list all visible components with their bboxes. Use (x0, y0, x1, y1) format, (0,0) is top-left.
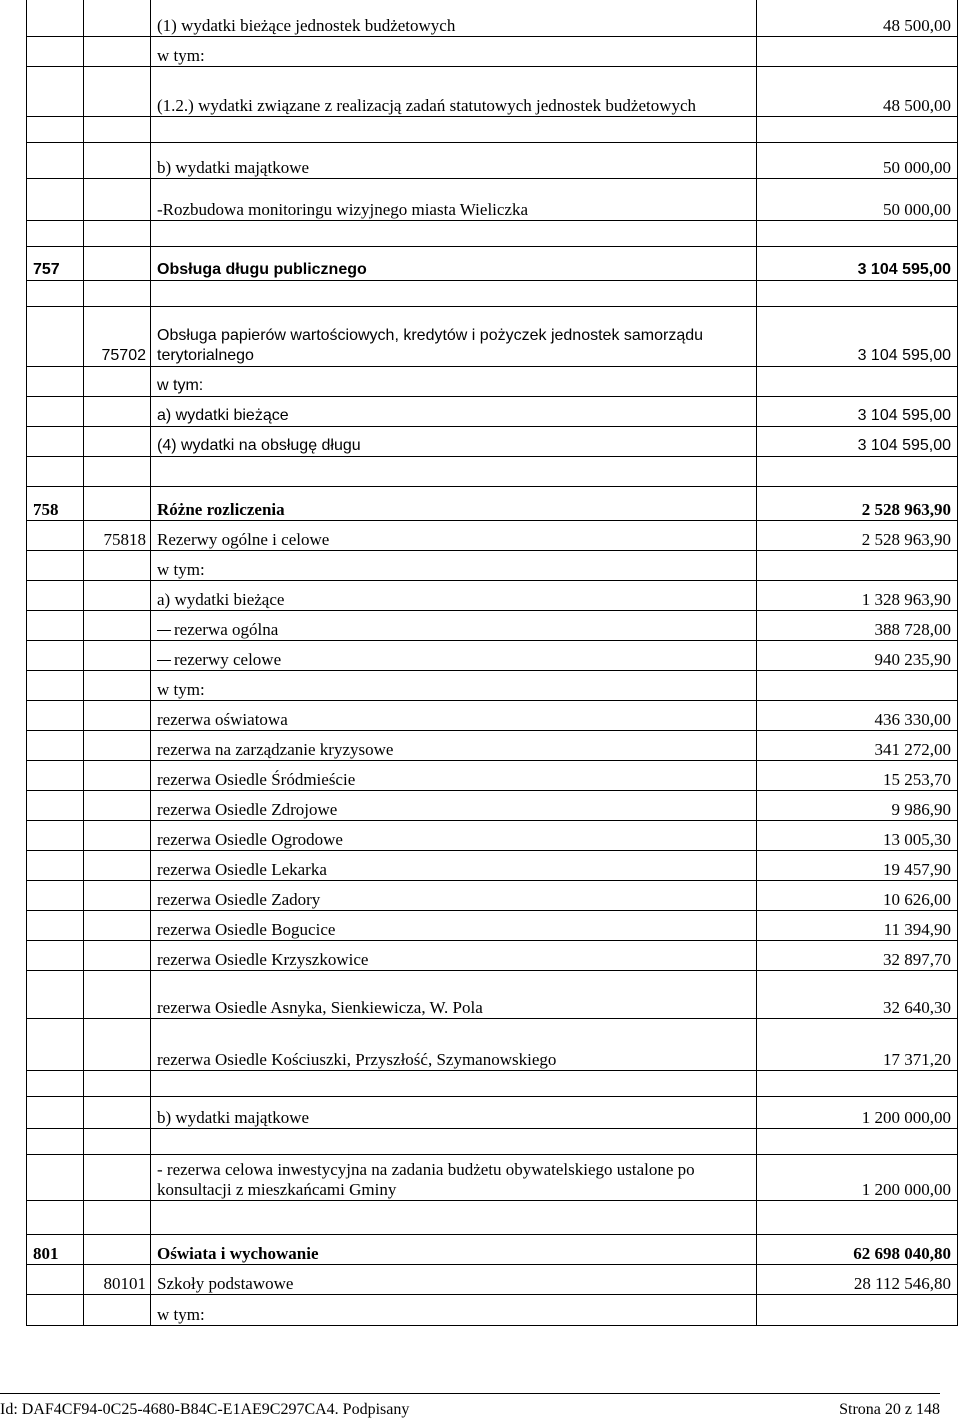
description-cell (151, 910, 757, 940)
description-text: a) wydatki bieżące (157, 589, 285, 609)
section-code-cell (27, 880, 84, 910)
amount-text: 1 328 963,90 (861, 589, 951, 609)
amount-cell (757, 850, 958, 880)
table-row (27, 0, 958, 36)
description-cell (151, 366, 757, 396)
section-code-cell (27, 396, 84, 426)
amount-cell (757, 670, 958, 700)
section-code-cell (27, 580, 84, 610)
section-code-cell (27, 610, 84, 640)
amount-text: 19 457,90 (883, 859, 951, 879)
section-code-cell (27, 486, 84, 520)
description-text: rezerwa oświatowa (157, 709, 288, 729)
description-text: rezerwa Osiedle Bogucice (157, 919, 336, 939)
amount-cell (757, 1264, 958, 1294)
amount-text: 48 500,00 (883, 15, 951, 35)
table-row (27, 1154, 958, 1200)
chapter-code-cell (84, 940, 151, 970)
description-cell (151, 970, 757, 1018)
chapter-code-cell (84, 550, 151, 580)
description-text: Obsługa długu publicznego (157, 260, 367, 278)
amount-text: 3 104 595,00 (857, 346, 951, 364)
chapter-code-cell (84, 1128, 151, 1154)
budget-table (26, 0, 958, 1326)
chapter-code-cell (84, 1154, 151, 1200)
table-row (27, 970, 958, 1018)
description-text: (1) wydatki bieżące jednostek budżetowych (157, 15, 456, 35)
section-code-cell (27, 730, 84, 760)
section-code-cell (27, 970, 84, 1018)
amount-cell (757, 396, 958, 426)
table-row (27, 306, 958, 366)
description-text: Różne rozliczenia (157, 499, 285, 519)
amount-text: 50 000,00 (883, 199, 951, 219)
chapter-code-text: 75702 (101, 346, 146, 364)
chapter-code-cell (84, 66, 151, 116)
amount-text: 32 897,70 (883, 949, 951, 969)
amount-cell (757, 760, 958, 790)
description-cell (151, 610, 757, 640)
chapter-code-cell (84, 670, 151, 700)
chapter-code-cell (84, 700, 151, 730)
amount-cell (757, 1070, 958, 1096)
section-code-cell (27, 1200, 84, 1234)
description-text: Rezerwy ogólne i celowe (157, 529, 330, 549)
table-row (27, 366, 958, 396)
chapter-code-cell (84, 1018, 151, 1070)
description-text: rezerwa na zarządzanie kryzysowe (157, 739, 394, 759)
amount-text: 28 112 546,80 (853, 1273, 951, 1293)
amount-cell (757, 36, 958, 66)
chapter-code-cell (84, 1294, 151, 1325)
amount-cell (757, 610, 958, 640)
table-row (27, 520, 958, 550)
description-cell (151, 520, 757, 550)
chapter-code-cell (84, 178, 151, 220)
chapter-code-cell (84, 220, 151, 246)
amount-cell (757, 1018, 958, 1070)
description-cell (151, 66, 757, 116)
chapter-code-cell (84, 1264, 151, 1294)
budget-table-body (27, 0, 958, 1325)
amount-cell (757, 790, 958, 820)
table-row (27, 116, 958, 142)
amount-text: 50 000,00 (883, 157, 951, 177)
chapter-code-cell (84, 486, 151, 520)
chapter-code-cell (84, 880, 151, 910)
description-text: w tym: (157, 1304, 205, 1324)
section-code-cell (27, 36, 84, 66)
chapter-code-cell (84, 760, 151, 790)
amount-cell (757, 1128, 958, 1154)
description-text: rezerwa Osiedle Zdrojowe (157, 799, 338, 819)
amount-text: 3 104 595,00 (857, 436, 951, 454)
description-cell (151, 730, 757, 760)
chapter-code-cell (84, 456, 151, 486)
amount-cell (757, 456, 958, 486)
description-text: rezerwa Osiedle Zadory (157, 889, 321, 909)
description-text: -Rozbudowa monitoringu wizyjnego miasta Wieliczka (157, 199, 529, 219)
description-cell (151, 142, 757, 178)
table-row (27, 426, 958, 456)
description-cell (151, 486, 757, 520)
amount-text: 15 253,70 (883, 769, 951, 789)
description-cell (151, 850, 757, 880)
amount-cell (757, 486, 958, 520)
description-text: - rezerwa celowa inwestycyjna na zadania budżetu obywatelskiego ustalone po konsultacji z mieszkańcami Gminy (157, 1159, 695, 1199)
chapter-code-cell (84, 850, 151, 880)
table-row (27, 940, 958, 970)
amount-text: 48 500,00 (883, 95, 951, 115)
section-code-cell (27, 1294, 84, 1325)
section-code-cell (27, 790, 84, 820)
table-row (27, 280, 958, 306)
amount-text: 9 986,90 (891, 799, 951, 819)
dash-bullet (157, 630, 171, 631)
budget-table-container (26, 0, 958, 1326)
chapter-code-cell (84, 640, 151, 670)
description-cell (151, 580, 757, 610)
chapter-code-cell (84, 280, 151, 306)
description-text: (4) wydatki na obsługę długu (157, 436, 361, 454)
description-cell (151, 820, 757, 850)
table-row (27, 910, 958, 940)
chapter-code-cell (84, 306, 151, 366)
description-text: rezerwa Osiedle Lekarka (157, 859, 327, 879)
description-cell (151, 178, 757, 220)
page-number: Strona 20 z 148 (839, 1401, 940, 1418)
description-cell (151, 1264, 757, 1294)
chapter-code-cell (84, 970, 151, 1018)
amount-cell (757, 426, 958, 456)
table-row (27, 1294, 958, 1325)
chapter-code-text: 80101 (103, 1273, 146, 1293)
amount-text: 17 371,20 (883, 1049, 951, 1069)
chapter-code-cell (84, 580, 151, 610)
amount-cell (757, 1200, 958, 1234)
table-row (27, 1200, 958, 1234)
chapter-code-cell (84, 730, 151, 760)
amount-cell (757, 1234, 958, 1264)
description-text: b) wydatki majątkowe (157, 157, 310, 177)
amount-cell (757, 520, 958, 550)
footer-rule (0, 1393, 940, 1394)
description-cell (151, 1128, 757, 1154)
amount-text: 10 626,00 (883, 889, 951, 909)
table-row (27, 1234, 958, 1264)
amount-text: 2 528 963,90 (861, 499, 951, 519)
description-cell (151, 940, 757, 970)
section-code-cell (27, 1128, 84, 1154)
table-row (27, 790, 958, 820)
description-text: a) wydatki bieżące (157, 406, 289, 424)
table-row (27, 550, 958, 580)
description-text: rezerwa Osiedle Ogrodowe (157, 829, 343, 849)
description-text: rezerwa Osiedle Asnyka, Sienkiewicza, W. Pola (157, 997, 483, 1017)
amount-text: 940 235,90 (874, 649, 951, 669)
chapter-code-cell (84, 1070, 151, 1096)
amount-cell (757, 1096, 958, 1128)
chapter-code-cell (84, 1096, 151, 1128)
section-code-cell (27, 820, 84, 850)
section-code-cell (27, 456, 84, 486)
section-code-cell (27, 550, 84, 580)
chapter-code-cell (84, 520, 151, 550)
document-id: Id: DAF4CF94-0C25-4680-B84C-E1AE9C297CA4. Podpisany (0, 1401, 410, 1418)
description-cell (151, 1154, 757, 1200)
amount-text: 1 200 000,00 (861, 1179, 951, 1199)
description-cell (151, 1070, 757, 1096)
section-code-cell (27, 1234, 84, 1264)
table-row (27, 1128, 958, 1154)
description-text: rezerwa Osiedle Śródmieście (157, 769, 356, 789)
section-code-cell (27, 426, 84, 456)
chapter-code-cell (84, 396, 151, 426)
amount-cell (757, 280, 958, 306)
amount-cell (757, 1294, 958, 1325)
section-code-cell (27, 760, 84, 790)
amount-text: 2 528 963,90 (861, 529, 951, 549)
table-row (27, 700, 958, 730)
description-cell (151, 550, 757, 580)
description-cell (151, 426, 757, 456)
table-row (27, 142, 958, 178)
description-cell (151, 116, 757, 142)
table-row (27, 1070, 958, 1096)
table-row (27, 760, 958, 790)
chapter-code-cell (84, 366, 151, 396)
section-code-cell (27, 670, 84, 700)
chapter-code-cell (84, 116, 151, 142)
amount-text: 3 104 595,00 (857, 406, 951, 424)
description-cell (151, 456, 757, 486)
amount-cell (757, 820, 958, 850)
amount-cell (757, 970, 958, 1018)
description-cell (151, 220, 757, 246)
description-text: Oświata i wychowanie (157, 1243, 319, 1263)
description-text: rezerwa ogólna (174, 619, 279, 639)
table-row (27, 36, 958, 66)
section-code-cell (27, 700, 84, 730)
amount-cell (757, 0, 958, 36)
chapter-code-cell (84, 36, 151, 66)
amount-cell (757, 640, 958, 670)
table-row (27, 66, 958, 116)
amount-cell (757, 910, 958, 940)
chapter-code-cell (84, 426, 151, 456)
section-code-cell (27, 220, 84, 246)
amount-text: 1 200 000,00 (861, 1107, 951, 1127)
amount-cell (757, 306, 958, 366)
amount-cell (757, 178, 958, 220)
description-cell (151, 1294, 757, 1325)
amount-cell (757, 246, 958, 280)
chapter-code-cell (84, 790, 151, 820)
section-code-cell (27, 366, 84, 396)
description-cell (151, 640, 757, 670)
amount-cell (757, 580, 958, 610)
amount-cell (757, 142, 958, 178)
table-row (27, 456, 958, 486)
table-row (27, 640, 958, 670)
page-footer (0, 1393, 940, 1421)
section-code-cell (27, 178, 84, 220)
section-code-cell (27, 246, 84, 280)
description-text: rezerwy celowe (174, 649, 282, 669)
description-cell (151, 670, 757, 700)
amount-text: 11 394,90 (883, 919, 951, 939)
section-code-cell (27, 1264, 84, 1294)
description-text: w tym: (157, 679, 205, 699)
description-text: (1.2.) wydatki związane z realizacją zadań statutowych jednostek budżetowych (157, 95, 697, 115)
section-code-cell (27, 850, 84, 880)
amount-cell (757, 1154, 958, 1200)
description-cell (151, 1096, 757, 1128)
section-code-text: 758 (33, 499, 59, 519)
section-code-cell (27, 1070, 84, 1096)
description-text: w tym: (157, 559, 205, 579)
section-code-cell (27, 0, 84, 36)
description-cell (151, 700, 757, 730)
description-cell (151, 790, 757, 820)
amount-cell (757, 116, 958, 142)
description-cell (151, 0, 757, 36)
table-row (27, 486, 958, 520)
amount-cell (757, 66, 958, 116)
chapter-code-cell (84, 246, 151, 280)
table-row (27, 396, 958, 426)
description-text: Szkoły podstawowe (157, 1273, 294, 1293)
description-cell (151, 280, 757, 306)
amount-cell (757, 700, 958, 730)
section-code-cell (27, 116, 84, 142)
table-row (27, 610, 958, 640)
amount-cell (757, 220, 958, 246)
section-code-text: 757 (33, 260, 60, 278)
section-code-text: 801 (33, 1243, 59, 1263)
amount-text: 62 698 040,80 (853, 1243, 951, 1263)
amount-text: 13 005,30 (883, 829, 951, 849)
dash-bullet (157, 660, 171, 661)
amount-cell (757, 366, 958, 396)
amount-text: 436 330,00 (874, 709, 951, 729)
description-cell (151, 36, 757, 66)
section-code-cell (27, 306, 84, 366)
description-text: b) wydatki majątkowe (157, 1107, 310, 1127)
table-row (27, 1264, 958, 1294)
description-cell (151, 396, 757, 426)
description-cell (151, 1200, 757, 1234)
table-row (27, 880, 958, 910)
section-code-cell (27, 1154, 84, 1200)
table-row (27, 820, 958, 850)
section-code-cell (27, 910, 84, 940)
chapter-code-text: 75818 (103, 529, 146, 549)
table-row (27, 1096, 958, 1128)
description-cell (151, 1018, 757, 1070)
description-text: rezerwa Osiedle Krzyszkowice (157, 949, 369, 969)
description-text: rezerwa Osiedle Kościuszki, Przyszłość, Szymanowskiego (157, 1049, 557, 1069)
amount-text: 341 272,00 (874, 739, 951, 759)
section-code-cell (27, 520, 84, 550)
amount-cell (757, 940, 958, 970)
table-row (27, 220, 958, 246)
description-cell (151, 880, 757, 910)
section-code-cell (27, 1096, 84, 1128)
chapter-code-cell (84, 910, 151, 940)
table-row (27, 850, 958, 880)
description-cell (151, 1234, 757, 1264)
chapter-code-cell (84, 820, 151, 850)
amount-cell (757, 550, 958, 580)
amount-text: 388 728,00 (874, 619, 951, 639)
amount-text: 3 104 595,00 (857, 260, 951, 278)
table-row (27, 178, 958, 220)
chapter-code-cell (84, 610, 151, 640)
chapter-code-cell (84, 1200, 151, 1234)
chapter-code-cell (84, 142, 151, 178)
section-code-cell (27, 142, 84, 178)
chapter-code-cell (84, 1234, 151, 1264)
section-code-cell (27, 1018, 84, 1070)
description-text: Obsługa papierów wartościowych, kredytów i pożyczek jednostek samorządu terytorialnego (157, 326, 704, 364)
amount-cell (757, 880, 958, 910)
table-row (27, 1018, 958, 1070)
description-cell (151, 246, 757, 280)
description-text: w tym: (157, 376, 204, 394)
table-row (27, 580, 958, 610)
description-cell (151, 306, 757, 366)
description-cell (151, 760, 757, 790)
section-code-cell (27, 66, 84, 116)
table-row (27, 670, 958, 700)
chapter-code-cell (84, 0, 151, 36)
section-code-cell (27, 640, 84, 670)
amount-cell (757, 730, 958, 760)
table-row (27, 730, 958, 760)
table-row (27, 246, 958, 280)
description-text: w tym: (157, 45, 205, 65)
amount-text: 32 640,30 (883, 997, 951, 1017)
section-code-cell (27, 940, 84, 970)
section-code-cell (27, 280, 84, 306)
